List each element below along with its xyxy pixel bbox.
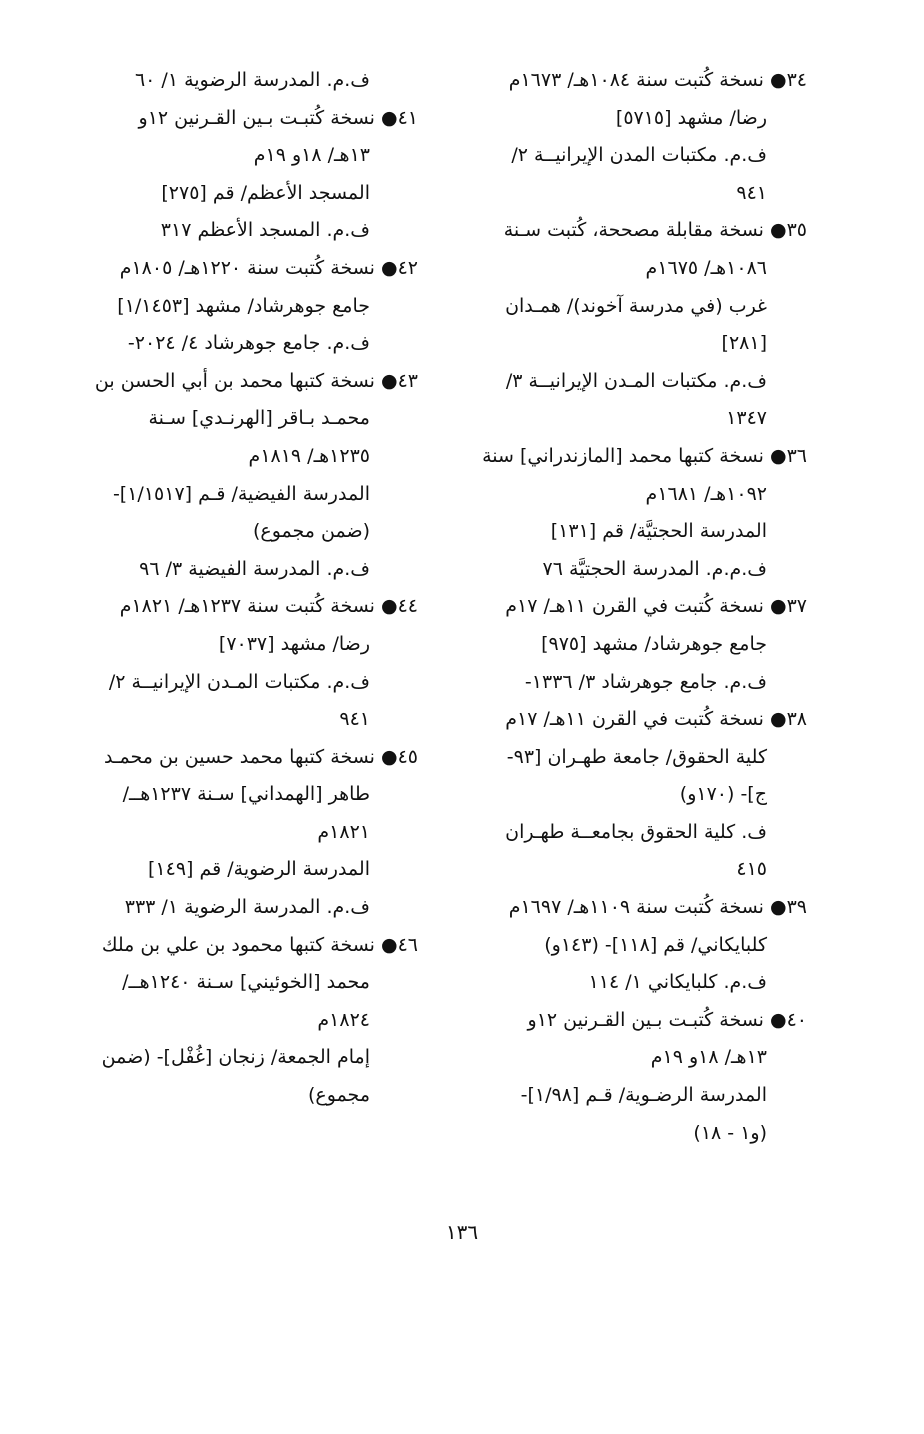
- left-column-line: ٤٣● نسخة كتبها محمد بن أبي الحسن بن: [94, 369, 418, 392]
- right-column-line: [٢٨١]: [721, 332, 767, 355]
- right-column-line: ١٠٨٦هـ/ ١٦٧٥م: [645, 256, 767, 279]
- right-column-line: ف.م. مكتبات المـدن الإيرانيــة ٣/: [505, 369, 767, 392]
- right-column-line: كلية الحقوق/ جامعة طهـران [٩٣-: [506, 745, 767, 768]
- right-column-line: ٩٤١: [736, 181, 767, 204]
- left-column-line: ٤١● نسخة كُتبـت بـين القـرنين ١٢و: [138, 106, 418, 129]
- left-column-line: ف.م. المدرسة الرضوية ١/ ٣٣٣: [124, 896, 370, 919]
- right-column-line: (و١ - ١٨): [693, 1121, 767, 1144]
- left-column-line: جامع جوهرشاد/ مشهد [١/١٤٥٣]: [117, 294, 370, 317]
- right-column-line: جامع جوهرشاد/ مشهد [٩٧٥]: [541, 632, 767, 655]
- right-column-line: ٣٩● نسخة كُتبت سنة ١١٠٩هـ/ ١٦٩٧م: [508, 896, 807, 919]
- right-column-line: غرب (في مدرسة آخوند)/ همـدان: [505, 294, 767, 317]
- right-column-line: ف. كلية الحقوق بجامعــة طهـران: [505, 820, 767, 843]
- left-column-line: طاهر [الهمداني] سـنة ١٢٣٧هــ/: [122, 783, 370, 806]
- left-column-line: ١٣هـ/ ١٨و ١٩م: [253, 144, 370, 167]
- left-column-line: ف.م. مكتبات المـدن الإيرانيــة ٢/: [108, 670, 370, 693]
- right-column-line: ٤٠● نسخة كُتبـت بـين القـرنين ١٢و: [527, 1008, 807, 1031]
- right-column: [460, 62, 807, 1152]
- left-column-line: مجموع): [308, 1084, 370, 1107]
- left-column-line: المدرسة الفيضية/ قـم [١/١٥١٧]-: [112, 482, 370, 505]
- left-column-line: ٤٢● نسخة كُتبت سنة ١٢٢٠هـ/ ١٨٠٥م: [119, 256, 418, 279]
- right-column-line: ف.م. كلبايكاني ١/ ١١٤: [588, 971, 767, 994]
- left-column-line: المسجد الأعظم/ قم [٢٧٥]: [161, 181, 370, 204]
- left-column-line: ١٨٢٤م: [317, 1008, 370, 1031]
- left-column-line: ٩٤١: [339, 708, 370, 731]
- left-column-line: (ضمن مجموع): [252, 520, 370, 543]
- left-column-line: ٤٤● نسخة كُتبت سنة ١٢٣٧هـ/ ١٨٢١م: [119, 595, 418, 618]
- right-column-line: كلبايكاني/ قم [١١٨]- (١٤٣و): [544, 933, 767, 956]
- left-column-line: المدرسة الرضوية/ قم [١٤٩]: [148, 858, 370, 881]
- right-column-line: ١٠٩٢هـ/ ١٦٨١م: [645, 482, 767, 505]
- left-column-line: رضا/ مشهد [٧٠٣٧]: [218, 632, 370, 655]
- left-column-line: ف.م. المدرسة الرضوية ١/ ٦٠: [134, 69, 370, 91]
- right-column-line: ٣٥● نسخة مقابلة مصححة، كُتبت سـنة: [503, 219, 807, 242]
- right-column-line: ٣٦● نسخة كتبها محمد [المازندراني] سنة: [482, 444, 807, 467]
- left-column-line: ٤٦● نسخة كتبها محمود بن علي بن ملك: [101, 933, 418, 956]
- left-column-line: ١٢٣٥هـ/ ١٨١٩م: [248, 444, 370, 467]
- left-column-line: محمـد بـاقر [الهرنـدي] سـنة: [148, 407, 370, 430]
- left-column: [70, 62, 418, 1115]
- right-column-line: ٤١٥: [736, 858, 767, 881]
- page-number: ١٣٦: [445, 1220, 479, 1244]
- right-column-line: المدرسة الرضـوية/ قـم [١/٩٨]-: [520, 1084, 767, 1107]
- right-column-line: رضا/ مشهد [٥٧١٥]: [615, 106, 767, 129]
- left-column-line: ف.م. المدرسة الفيضية ٣/ ٩٦: [139, 557, 370, 580]
- right-column-line: المدرسة الحجتيَّة/ قم [١٣١]: [550, 520, 767, 543]
- left-column-line: محمد [الخوئيني] سـنة ١٢٤٠هــ/: [122, 971, 370, 994]
- left-column-line: ف.م. المسجد الأعظم ٣١٧: [160, 219, 370, 242]
- right-column-line: ١٣هـ/ ١٨و ١٩م: [650, 1046, 767, 1069]
- right-column-line: ٣٤● نسخة كُتبت سنة ١٠٨٤هـ/ ١٦٧٣م: [508, 69, 807, 91]
- right-column-line: ج]- (١٧٠و): [679, 783, 767, 806]
- left-column-line: ف.م. جامع جوهرشاد ٤/ ٢٠٢٤-: [127, 332, 370, 355]
- left-column-line: ١٨٢١م: [317, 820, 370, 843]
- left-column-line: ٤٥● نسخة كتبها محمد حسين بن محمـد: [104, 745, 418, 768]
- right-column-line: ٣٧● نسخة كُتبت في القرن ١١هـ/ ١٧م: [505, 595, 807, 618]
- right-column-line: ف.م.م. المدرسة الحجتيَّة ٧٦: [542, 557, 767, 580]
- left-column-line: إمام الجمعة/ زنجان [غُفْل]- (ضمن: [101, 1046, 370, 1069]
- right-column-line: ١٣٤٧: [726, 407, 767, 430]
- right-column-line: ٣٨● نسخة كُتبت في القرن ١١هـ/ ١٧م: [505, 708, 807, 731]
- right-column-line: ف.م. جامع جوهرشاد ٣/ ١٣٣٦-: [524, 670, 767, 693]
- right-column-line: ف.م. مكتبات المدن الإيرانيــة ٢/: [511, 144, 767, 167]
